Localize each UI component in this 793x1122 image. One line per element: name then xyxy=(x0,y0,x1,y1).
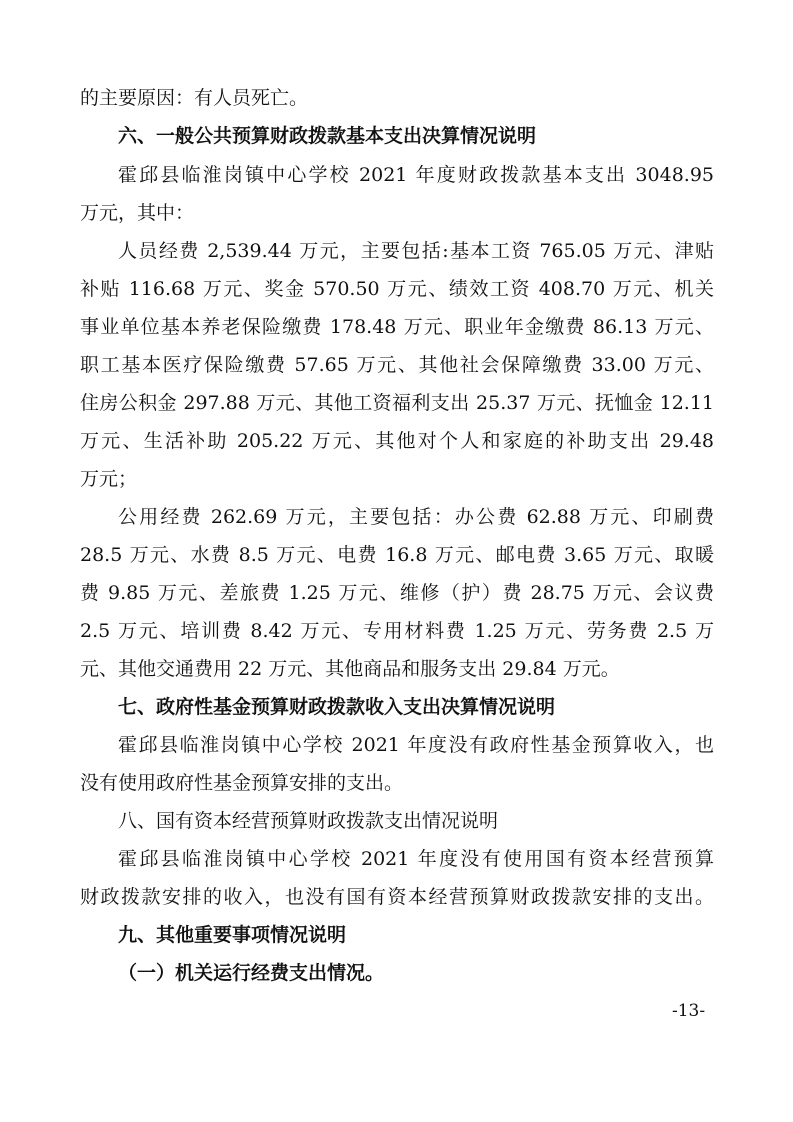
text-line-16: 元、其他交通费用 22 万元、其他商品和服务支出 29.84 万元。 xyxy=(80,658,620,680)
text-line-11: 万元； xyxy=(80,468,138,490)
text-line-3: 霍邱县临淮岗镇中心学校 2021 年度财政拨款基本支出 3048.95 xyxy=(118,164,714,186)
section-heading-9: 九、其他重要事项情况说明 xyxy=(118,924,347,946)
text-line-19: 没有使用政府性基金预算安排的支出。 xyxy=(80,772,404,794)
text-line-5: 人员经费 2,539.44 万元，主要包括:基本工资 765.05 万元、津贴 xyxy=(118,240,714,262)
text-line-8: 职工基本医疗保险缴费 57.65 万元、其他社会保障缴费 33.00 万元、 xyxy=(80,354,714,376)
text-line-4: 万元，其中： xyxy=(80,202,195,224)
page-number: -13- xyxy=(672,1001,706,1021)
section-heading-8: 八、国有资本经营预算财政拨款支出情况说明 xyxy=(118,810,499,832)
text-line-10: 万元、生活补助 205.22 万元、其他对个人和家庭的补助支出 29.48 xyxy=(80,430,714,452)
text-line-1: 的主要原因：有人员死亡。 xyxy=(80,87,309,109)
text-line-7: 事业单位基本养老保险缴费 178.48 万元、职业年金缴费 86.13 万元、 xyxy=(80,316,714,338)
text-line-12: 公用经费 262.69 万元，主要包括：办公费 62.88 万元、印刷费 xyxy=(118,506,714,528)
text-line-13: 28.5 万元、水费 8.5 万元、电费 16.8 万元、邮电费 3.65 万元、取暖 xyxy=(80,544,714,566)
text-line-22: 财政拨款安排的收入，也没有国有资本经营预算财政拨款安排的支出。 xyxy=(80,886,714,908)
text-line-14: 费 9.85 万元、差旅费 1.25 万元、维修（护）费 28.75 万元、会议费 xyxy=(80,582,714,604)
text-line-15: 2.5 万元、培训费 8.42 万元、专用材料费 1.25 万元、劳务费 2.5 万 xyxy=(80,620,714,642)
text-line-6: 补贴 116.68 万元、奖金 570.50 万元、绩效工资 408.70 万元、机关 xyxy=(80,278,714,300)
subsection-heading-1: （一）机关运行经费支出情况。 xyxy=(118,962,385,984)
section-heading-7: 七、政府性基金预算财政拨款收入支出决算情况说明 xyxy=(118,696,556,718)
text-line-18: 霍邱县临淮岗镇中心学校 2021 年度没有政府性基金预算收入，也 xyxy=(118,734,714,756)
text-line-21: 霍邱县临淮岗镇中心学校 2021 年度没有使用国有资本经营预算 xyxy=(118,848,714,870)
text-line-9: 住房公积金 297.88 万元、其他工资福利支出 25.37 万元、抚恤金 12.11 xyxy=(80,392,714,414)
section-heading-6: 六、一般公共预算财政拨款基本支出决算情况说明 xyxy=(118,125,537,147)
